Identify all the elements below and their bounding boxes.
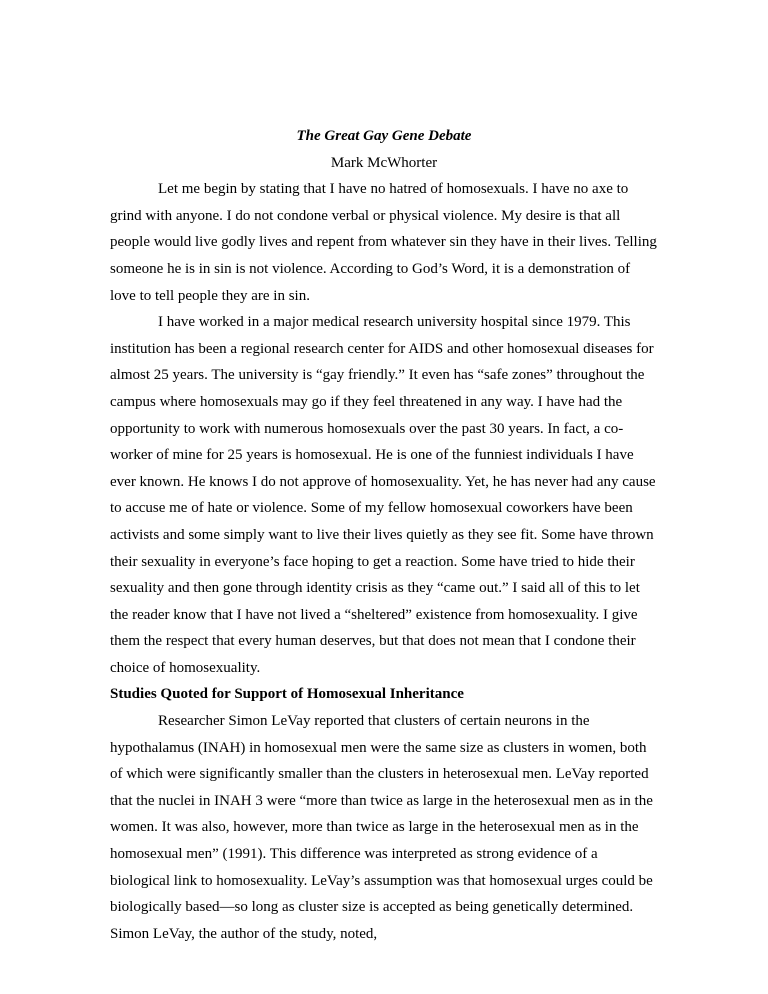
paragraph-levay-study: Researcher Simon LeVay reported that clusters of certain neurons in the hypothalamus (INAH) in homosexual men were the same size as clusters in women, both of which were significantly smaller than the clusters in heterosexual men. LeVay reported that the nuclei in INAH 3 were “more than twice as large in the heterosexual men as in the women. It was also, however, more than twice as large in the heterosexual men as in the homosexual men” (1991). This difference was interpreted as strong evidence of a biological link to homosexuality. LeVay’s assumption was that homosexual urges could be biologically based—so long as cluster size is accepted as being genetically determined. Simon LeVay, the author of the study, noted, (110, 713, 653, 942)
document-author: Mark McWhorter (330, 154, 438, 171)
paragraph-background: I have worked in a major medical research university hospital since 1979. This institution has been a regional research center for AIDS and other homosexual diseases for almost 25 years. The university is “gay friendly.” It even has “safe zones” throughout the campus where homosexuals may go if they feel threatened in any way. I have had the opportunity to work with numerous homosexuals over the past 30 years. In fact, a co-worker of mine for 25 years is homosexual. He is one of the funniest individuals I have ever known. He knows I do not approve of homosexuality. Yet, he has never had any cause to accuse me of hate or violence. Some of my fellow homosexual coworkers have been activists and some simply want to live their lives quietly as they see fit. Some have thrown their sexuality in everyone’s face hoping to get a reaction. Some have tried to hide their sexuality and then gone through identity crisis as they “came out.” I said all of this to let the reader know that I have not lived a “sheltered” existence from homosexuality. I give them the respect that every human deserves, but that does not mean that I condone their choice of homosexuality. (110, 314, 656, 676)
paragraph-intro: Let me begin by stating that I have no hatred of homosexuals. I have no axe to grind with anyone. I do not condone verbal or physical violence. My desire is that all people would live godly lives and repent from whatever sin they have in their lives. Telling someone he is in sin is not violence. According to God’s Word, it is a demonstration of love to tell people they are in sin. (110, 181, 657, 304)
section-heading: Studies Quoted for Support of Homosexual Inheritance (110, 686, 464, 703)
document-title: The Great Gay Gene Debate (296, 128, 472, 144)
